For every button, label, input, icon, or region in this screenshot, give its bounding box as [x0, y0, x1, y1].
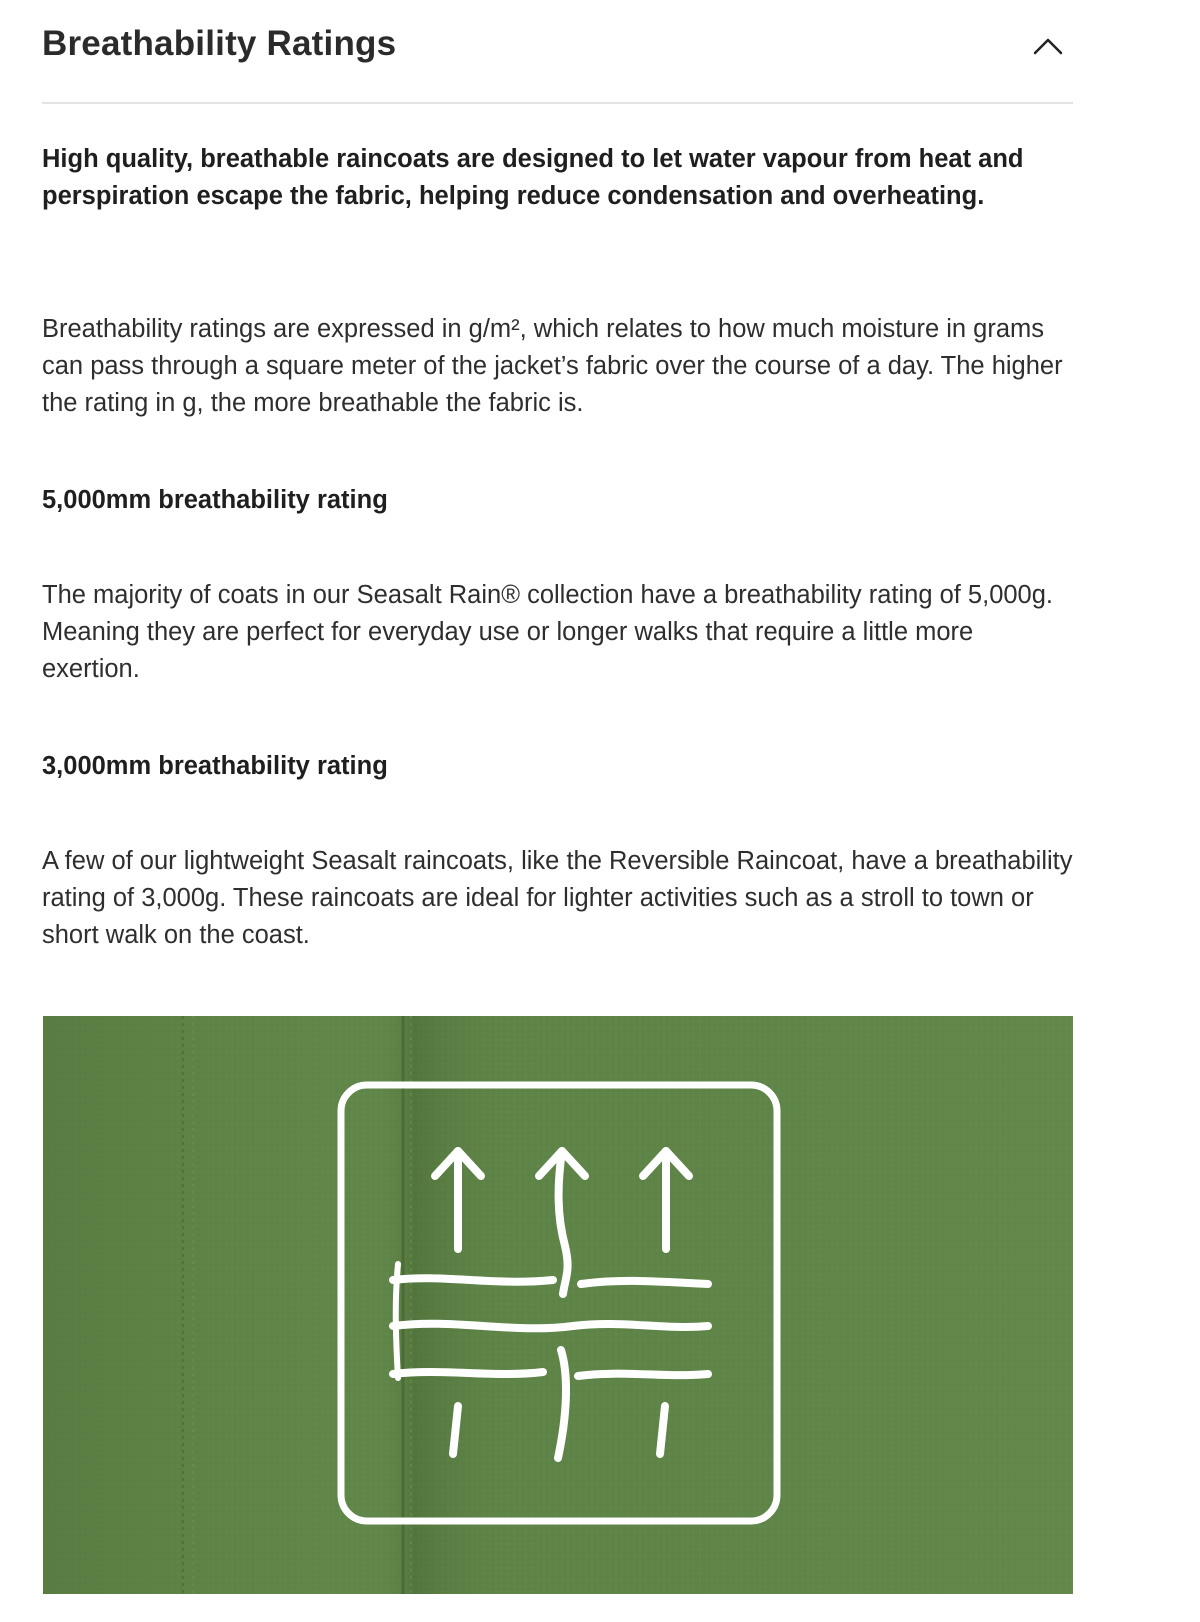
section-body-3000: A few of our lightweight Seasalt raincoats, like the Reversible Raincoat, have a breathability rating of 3,000g. These raincoats are ideal for lighter activities such as a stroll to town or short walk on the coast.	[42, 847, 1073, 949]
fabric-illustration	[43, 1016, 1073, 1594]
breathability-accordion	[42, 0, 1073, 949]
explanation-paragraph: Breathability ratings are expressed in g/m², which relates to how much moisture in grams can pass through a square meter of the jacket’s fabric over the course of a day. The higher the rating in g, the more breathable the fabric is.	[42, 315, 1063, 417]
intro-paragraph: High quality, breathable raincoats are designed to let water vapour from heat and perspiration escape the fabric, helping reduce condensation and overheating.	[42, 145, 1024, 210]
breathable-fabric-image	[43, 1016, 1073, 1594]
chevron-up-icon[interactable]	[1031, 30, 1065, 64]
section-heading-3000: 3,000mm breathability rating	[42, 752, 388, 780]
accordion-header[interactable]	[42, 0, 1073, 104]
section-body-5000: The majority of coats in our Seasalt Rain® collection have a breathability rating of 5,000g. Meaning they are perfect for everyday use or longer walks that require a little more exertion.	[42, 581, 1054, 683]
section-heading-5000: 5,000mm breathability rating	[42, 486, 388, 514]
accordion-title: Breathability Ratings	[42, 24, 397, 63]
